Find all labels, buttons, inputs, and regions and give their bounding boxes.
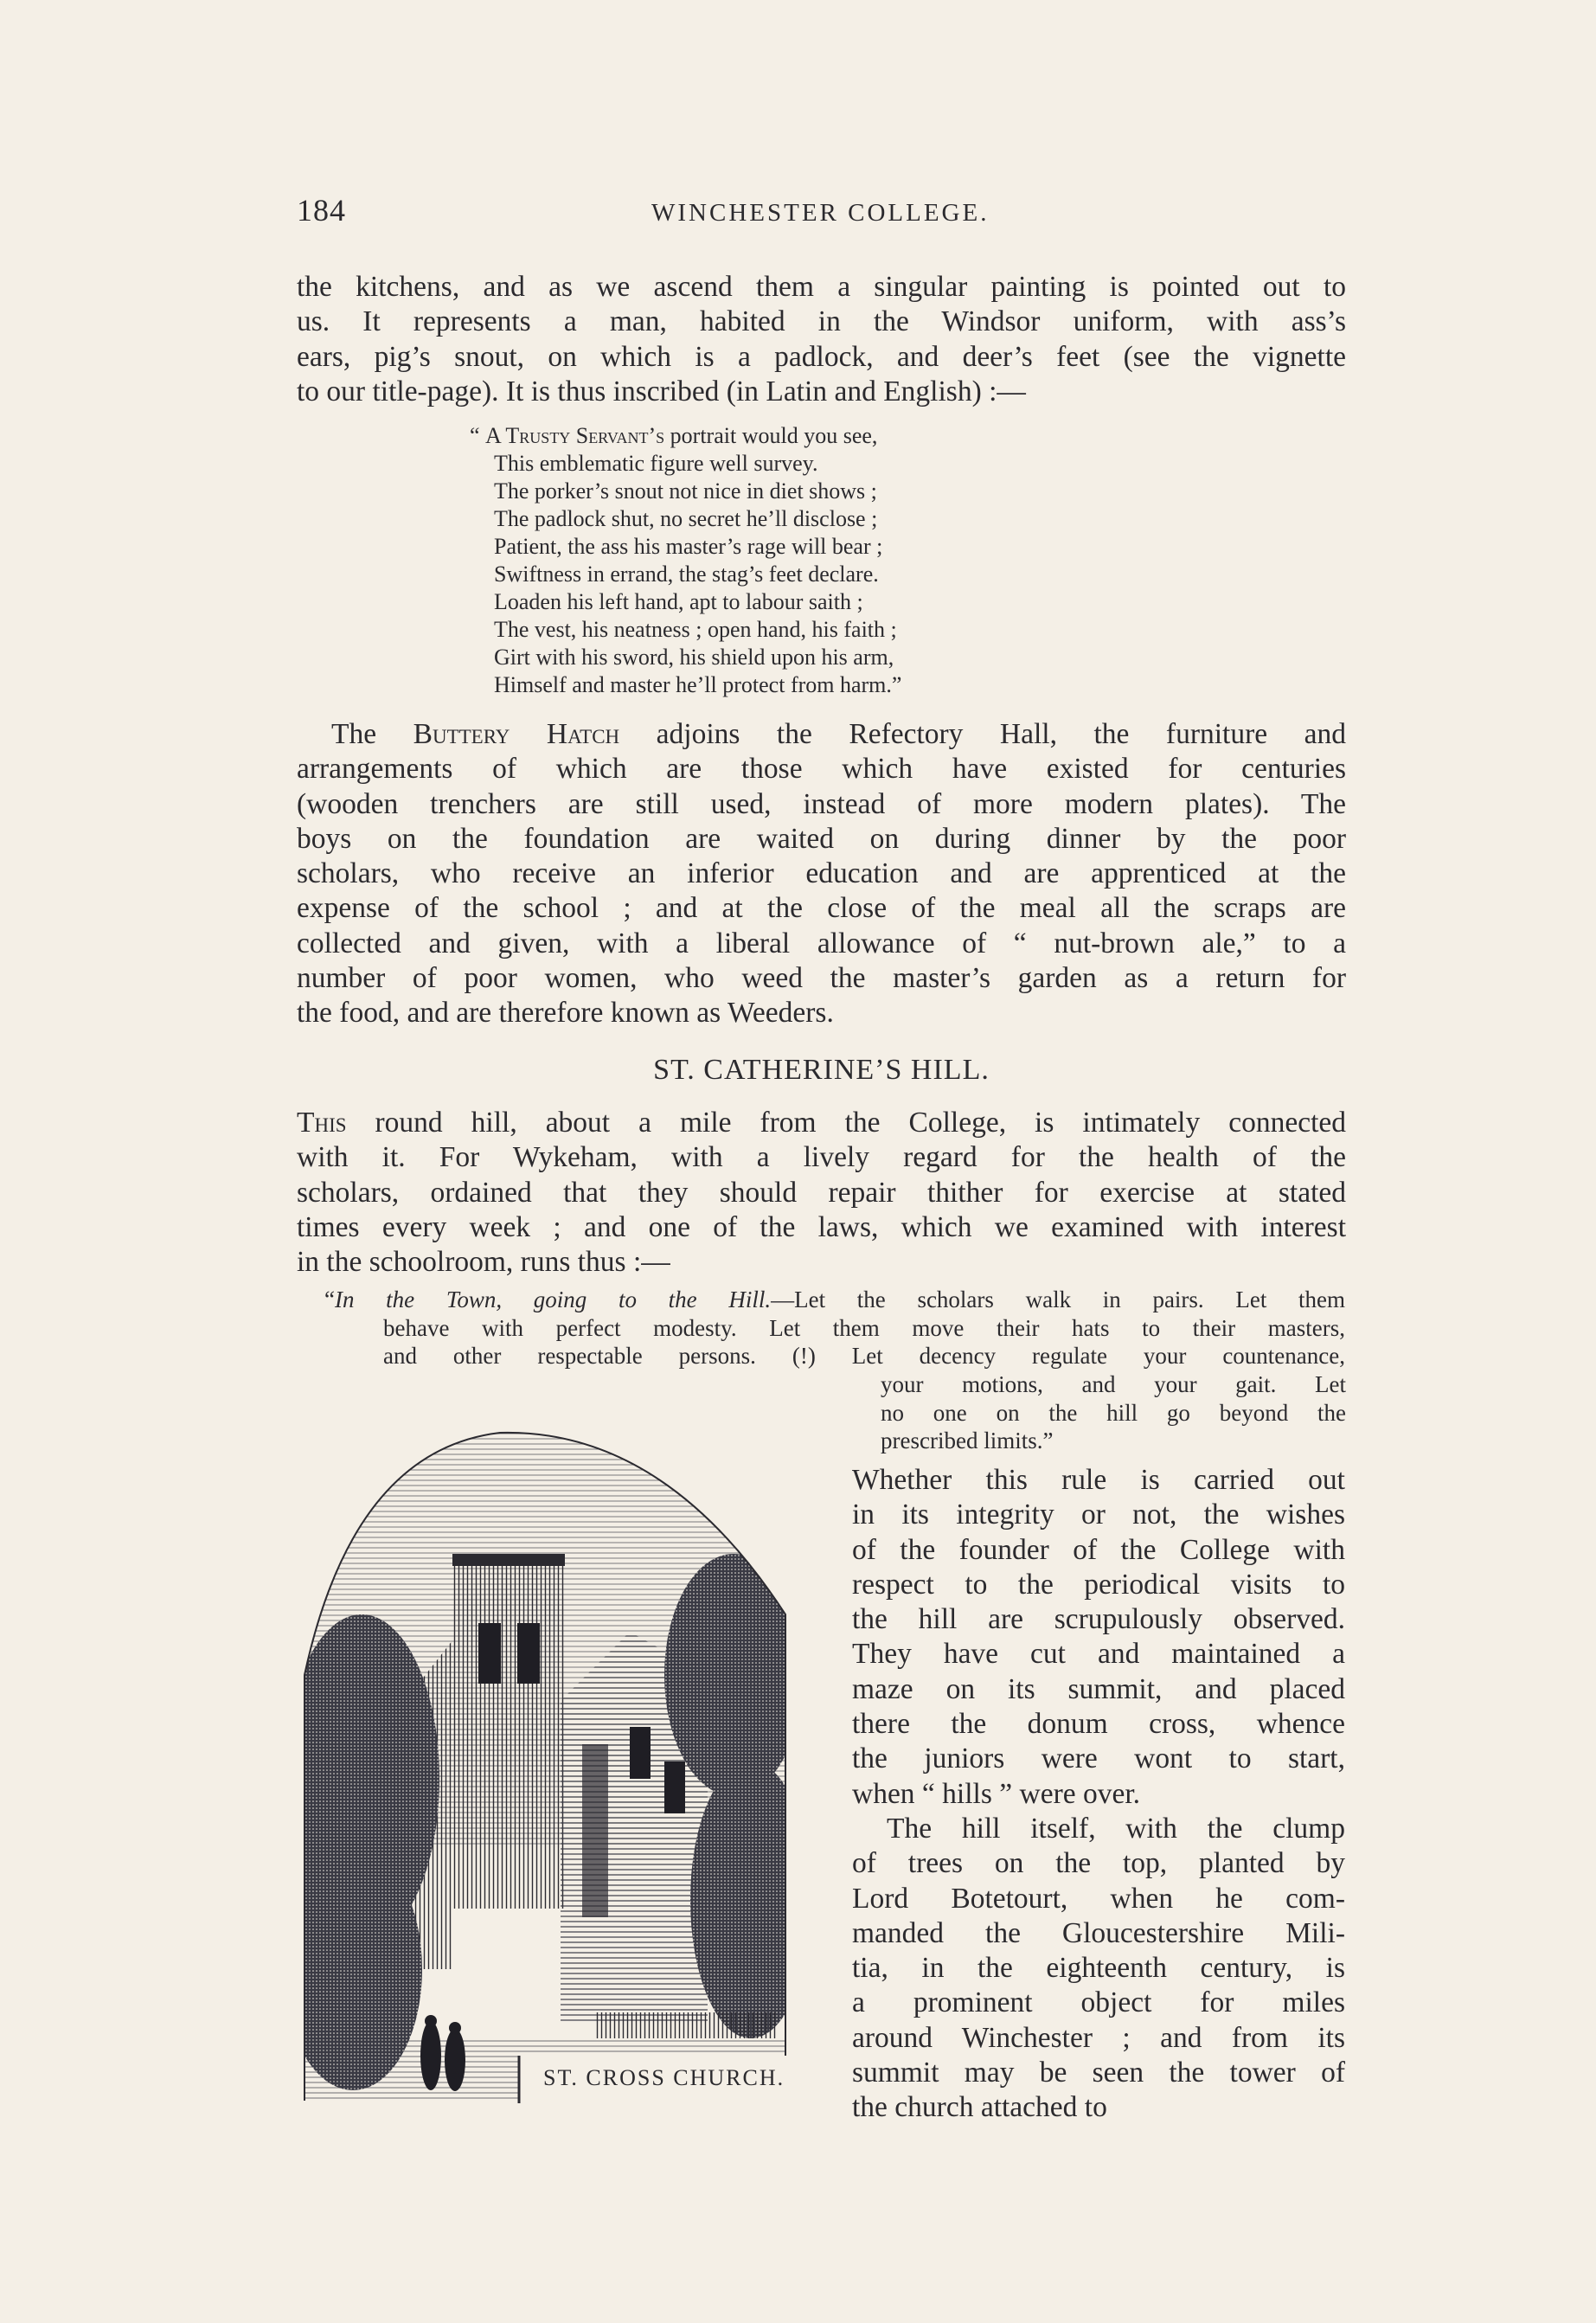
verse-line: The vest, his neatness ; open hand, his faith ; bbox=[494, 617, 897, 642]
text-line: when “ hills ” were over. bbox=[852, 1777, 1141, 1810]
text-line: there the donum cross, whence bbox=[852, 1708, 1345, 1741]
first-word: The bbox=[331, 718, 377, 750]
paragraph-intro bbox=[297, 270, 1346, 409]
text-line: maze on its summit, and placed bbox=[852, 1672, 1345, 1705]
text-line: boys on the foundation are waited on during dinner by the poor bbox=[297, 822, 1346, 855]
running-head: WINCHESTER COLLEGE. bbox=[651, 199, 990, 227]
text-line: the church attached to bbox=[852, 2091, 1107, 2124]
illustration-caption: ST. CROSS CHURCH. bbox=[543, 2065, 785, 2090]
verse-line: Swiftness in errand, the stag’s feet declare. bbox=[494, 561, 879, 587]
text-line: times every week ; and one of the laws, which we examined with interest bbox=[297, 1210, 1346, 1243]
text-line: They have cut and maintained a bbox=[852, 1638, 1345, 1671]
line-rest: round hill, about a mile from the College, is intimately connected bbox=[346, 1107, 1346, 1139]
text-line: The hill itself, with the clump bbox=[887, 1812, 1345, 1845]
paragraph-buttery-hatch bbox=[297, 717, 1346, 1031]
verse-line-rest: portrait would you see, bbox=[664, 423, 878, 448]
text-line: us. It represents a man, habited in the Windsor uniform, with ass’s bbox=[297, 305, 1346, 338]
quote-line: no one on the hill go beyond the bbox=[881, 1399, 1346, 1426]
text-line: manded the Gloucestershire Mili- bbox=[852, 1916, 1345, 1949]
text-line: respect to the periodical visits to bbox=[852, 1568, 1345, 1601]
trusty-servant-verse bbox=[470, 422, 901, 699]
text-line: the kitchens, and as we ascend them a singular painting is pointed out to bbox=[297, 271, 1346, 303]
text-line bbox=[297, 717, 1346, 752]
text-line: number of poor women, who weed the master’s garden as a return for bbox=[297, 962, 1346, 995]
text-line: expense of the school ; and at the close of the meal all the scraps are bbox=[297, 892, 1346, 925]
page-number: 184 bbox=[297, 193, 346, 228]
small-caps-first-word: This bbox=[297, 1107, 347, 1139]
verse-line bbox=[470, 422, 901, 450]
open-quote: “ bbox=[324, 1287, 335, 1312]
quote-line: your motions, and your gait. Let bbox=[881, 1371, 1346, 1397]
text-line bbox=[297, 1106, 1346, 1140]
quote-line: behave with perfect modesty. Let them move their hats to their masters, bbox=[383, 1314, 1345, 1341]
text-line: scholars, ordained that they should repair thither for exercise at stated bbox=[297, 1176, 1346, 1209]
text-line: Whether this rule is carried out bbox=[852, 1464, 1345, 1496]
quote-line bbox=[324, 1286, 1345, 1314]
text-line: summit may be seen the tower of bbox=[852, 2057, 1345, 2089]
right-column-text bbox=[852, 1463, 1345, 2126]
text-line: Lord Botetourt, when he com- bbox=[852, 1882, 1345, 1915]
text-line: (wooden trenchers are still used, instead of more modern plates). The bbox=[297, 787, 1346, 820]
text-line: scholars, who receive an inferior education and are apprenticed at the bbox=[297, 857, 1346, 890]
verse-line: The porker’s snout not nice in diet shows ; bbox=[494, 478, 877, 504]
wykeham-law-quote bbox=[324, 1286, 1345, 1370]
text-line: in the schoolroom, runs thus :— bbox=[297, 1246, 670, 1279]
verse-line: Patient, the ass his master’s rage will bear ; bbox=[494, 534, 883, 559]
verse-small-caps: A Trusty Servant’s bbox=[485, 423, 665, 448]
text-line: with it. For Wykeham, with a lively regard for the health of the bbox=[297, 1141, 1346, 1174]
text-line: collected and given, with a liberal allowance of “ nut-brown ale,” to a bbox=[297, 927, 1346, 959]
text-line: to our title-page). It is thus inscribed (in Latin and English) :— bbox=[297, 375, 1026, 407]
text-line: ears, pig’s snout, on which is a padlock, and deer’s feet (see the vignette bbox=[297, 340, 1346, 373]
text-line: arrangements of which are those which have existed for centuries bbox=[297, 753, 1346, 786]
wykeham-law-quote-continued bbox=[881, 1370, 1346, 1455]
verse-line: This emblematic figure well survey. bbox=[494, 451, 818, 476]
verse-line: Girt with his sword, his shield upon his arm, bbox=[494, 645, 894, 670]
quote-line: prescribed limits.” bbox=[881, 1428, 1054, 1453]
text-line: in its integrity or not, the wishes bbox=[852, 1498, 1345, 1531]
verse-line: Loaden his left hand, apt to labour saith ; bbox=[494, 589, 863, 614]
quote-italic-lead: In the Town, going to the Hill. bbox=[334, 1287, 772, 1312]
open-quote: “ bbox=[470, 423, 480, 448]
text-line: of the founder of the College with bbox=[852, 1533, 1345, 1566]
st-cross-church-engraving bbox=[301, 1415, 815, 2103]
text-line: the food, and are therefore known as Weeders. bbox=[297, 997, 834, 1030]
verse-line: The padlock shut, no secret he’ll disclose ; bbox=[494, 506, 878, 531]
section-title: ST. CATHERINE’S HILL. bbox=[653, 1054, 990, 1086]
verse-line: Himself and master he’ll protect from harm.” bbox=[494, 672, 902, 697]
text-line: of trees on the top, planted by bbox=[852, 1847, 1345, 1880]
page-header bbox=[297, 192, 1343, 235]
quote-line: and other respectable persons. (!) Let decency regulate your countenance, bbox=[383, 1343, 1345, 1369]
small-caps-term: Buttery Hatch bbox=[413, 718, 620, 750]
text-line: the juniors were wont to start, bbox=[852, 1742, 1345, 1775]
text-line: a prominent object for miles bbox=[852, 1986, 1345, 2019]
text-line: the hill are scrupulously observed. bbox=[852, 1603, 1345, 1636]
text-line: tia, in the eighteenth century, is bbox=[852, 1952, 1345, 1985]
quote-line-rest: —Let the scholars walk in pairs. Let them bbox=[771, 1287, 1346, 1312]
paragraph-st-catherines bbox=[297, 1106, 1346, 1280]
line-rest: adjoins the Refectory Hall, the furniture and bbox=[619, 718, 1346, 750]
text-line: around Winchester ; and from its bbox=[852, 2021, 1345, 2054]
